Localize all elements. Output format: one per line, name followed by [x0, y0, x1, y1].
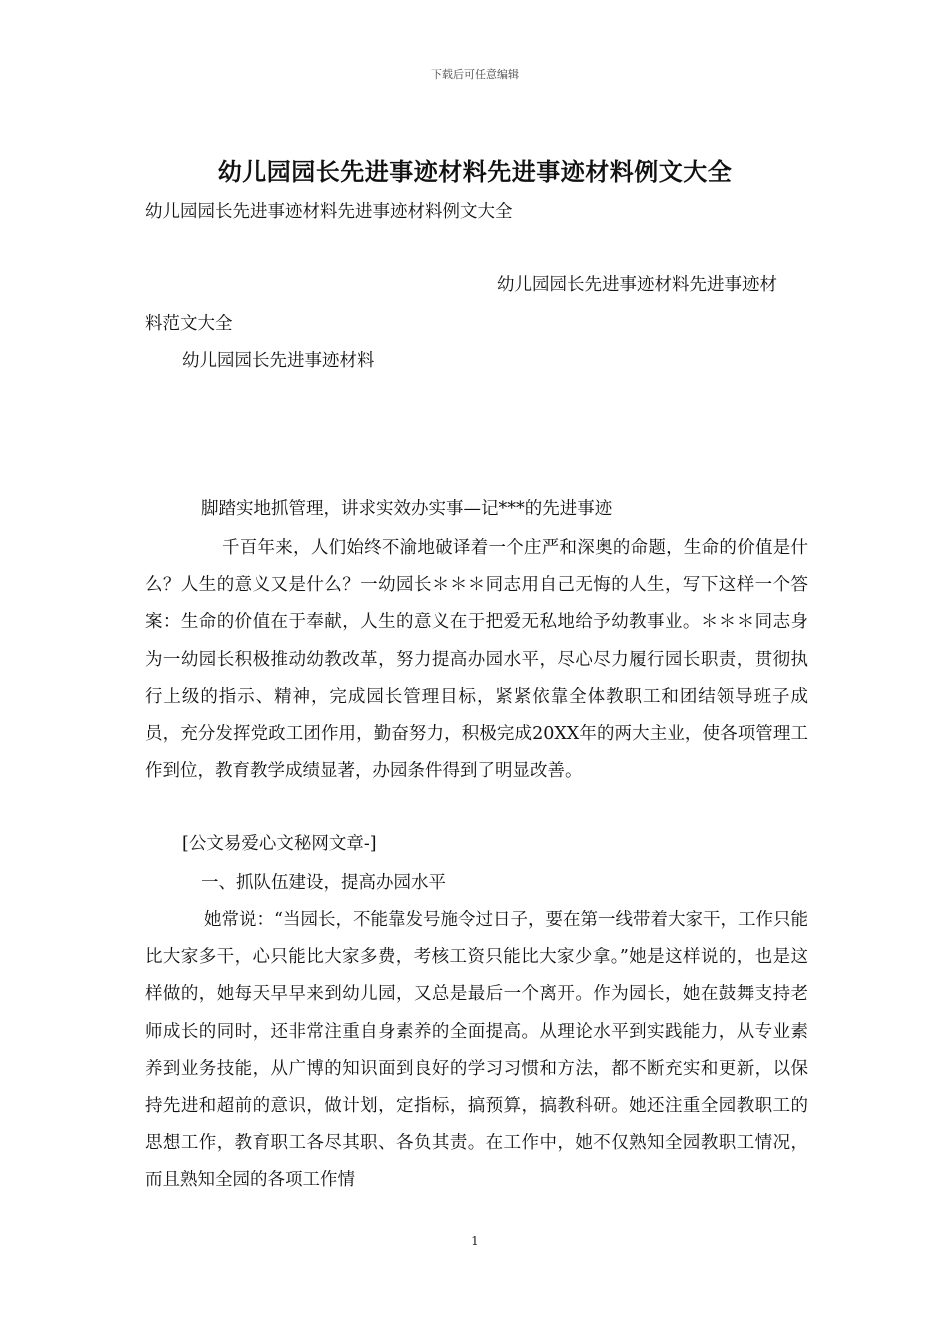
section-heading-1: 一、抓队伍建设，提高办园水平	[201, 873, 446, 893]
paragraph-2: 她常说：“当园长，不能靠发号施令过日子，要在第一线带着大家干，工作只能比大家多干，心只能比大家多费，考核工资只能比大家少拿。”她是这样说的，也是这样做的，她每天早早来到幼儿园，又总是最后一个离开。作为园长，她在鼓舞支持老师成长的同时，还非常注重自身素养的全面提高。从理论水平到实践能力，从专业素养到业务技能，从广博的知识面到良好的学习习惯和方法，都不断充实和更新，以保持先进和超前的意识，做计划，定指标，搞预算，搞教科研。她还注重全园教职工的思想工作，教育职工各尽其职、各负其责。在工作中，她不仅熟知全园教职工情况，而且熟知全园的各项工作情	[145, 910, 808, 1191]
document-title: 幼儿园园长先进事迹材料先进事迹材料例文大全	[217, 157, 733, 186]
story-title: 脚踏实地抓管理，讲求实效办实事—记***的先进事迹	[201, 499, 613, 519]
subtitle-line: 幼儿园园长先进事迹材料先进事迹材料例文大全	[145, 202, 513, 222]
right-aligned-line-continuation: 料范文大全	[145, 314, 233, 334]
section-label: 幼儿园园长先进事迹材料	[182, 351, 375, 371]
right-aligned-line: 幼儿园园长先进事迹材料先进事迹材	[497, 275, 777, 295]
source-tag: [公文易爱心文秘网文章-]	[182, 834, 377, 854]
page-number: 1	[471, 1234, 479, 1248]
paragraph-1: 千百年来，人们始终不渝地破译着一个庄严和深奥的命题，生命的价值是什么？人生的意义又是什么？一幼园长＊＊＊同志用自己无悔的人生，写下这样一个答案：生命的价值在于奉献，人生的意义在于把爱无私地给予幼教事业。＊＊＊同志身为一幼园长积极推动幼教改革，努力提高办园水平，尽心尽力履行园长职责，贯彻执行上级的指示、精神，完成园长管理目标，紧紧依靠全体教职工和团结领导班子成员，充分发挥党政工团作用，勤奋努力，积极完成20XX年的两大主业，使各项管理工作到位，教育教学成绩显著，办园条件得到了明显改善。	[145, 538, 808, 782]
header-note: 下载后可任意编辑	[431, 68, 519, 81]
